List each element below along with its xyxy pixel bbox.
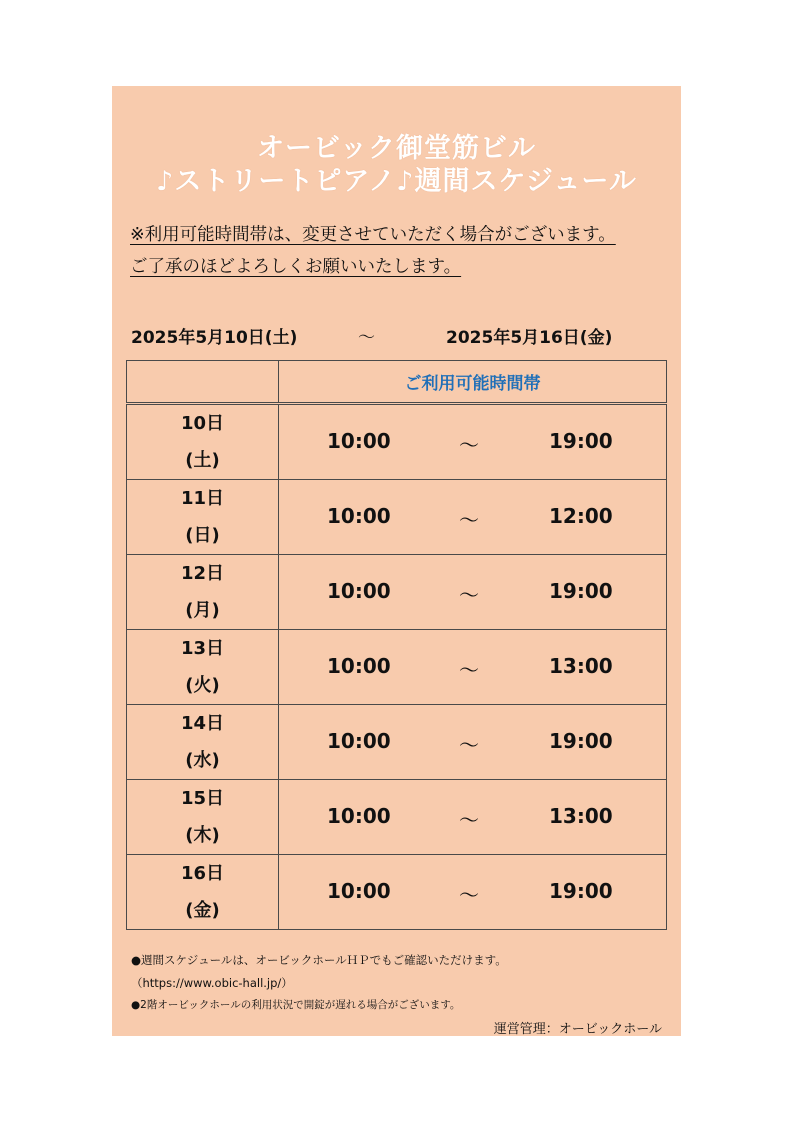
schedule-panel: [112, 86, 681, 1036]
time-separator: ～: [459, 883, 479, 907]
footer-note-website: ●週間スケジュールは、オービックホールＨＰでもご確認いただけます。: [131, 953, 507, 967]
time-end: 19:00: [549, 429, 613, 453]
day-cell: [127, 630, 279, 705]
header-empty-cell: [127, 361, 279, 404]
time-cell: [279, 480, 667, 555]
day-weekday: (金): [185, 900, 220, 921]
day-cell: [127, 705, 279, 780]
footer-url: （https://www.obic-hall.jp/）: [131, 976, 293, 990]
time-start: 10:00: [327, 804, 391, 828]
day-weekday: (水): [185, 750, 220, 771]
table-row: [127, 404, 667, 480]
table-row: [127, 630, 667, 705]
time-separator: ～: [459, 808, 479, 832]
time-separator: ～: [459, 733, 479, 757]
footer-note-unlock: ●2階オービックホールの利用状況で開錠が遅れる場合がございます。: [131, 999, 461, 1011]
time-separator: ～: [459, 583, 479, 607]
day-date: 14日: [180, 713, 225, 734]
title-line-2: ♪ストリートピアノ♪週間スケジュール: [156, 166, 637, 197]
time-start: 10:00: [327, 429, 391, 453]
day-weekday: (日): [185, 525, 220, 546]
notice-line-2: ご了承のほどよろしくお願いいたします。: [130, 257, 462, 277]
time-start: 10:00: [327, 654, 391, 678]
time-cell: [279, 855, 667, 930]
table-header-row: [127, 361, 667, 404]
time-end: 19:00: [549, 579, 613, 603]
period-start: 2025年5月10日(土): [131, 328, 298, 348]
table-row: [127, 480, 667, 555]
time-separator: ～: [459, 433, 479, 457]
time-cell: [279, 630, 667, 705]
day-date: 11日: [180, 488, 225, 509]
table-row: [127, 705, 667, 780]
period-separator: ～: [358, 328, 375, 348]
day-date: 10日: [180, 413, 225, 434]
time-start: 10:00: [327, 729, 391, 753]
time-cell: [279, 404, 667, 480]
day-date: 13日: [180, 638, 225, 659]
day-cell: [127, 404, 279, 480]
period-end: 2025年5月16日(金): [446, 328, 613, 348]
day-weekday: (土): [185, 450, 220, 471]
time-separator: ～: [459, 658, 479, 682]
time-end: 13:00: [549, 654, 613, 678]
day-date: 12日: [180, 563, 225, 584]
time-cell: [279, 555, 667, 630]
time-end: 19:00: [549, 729, 613, 753]
table-row: [127, 780, 667, 855]
day-cell: [127, 855, 279, 930]
day-cell: [127, 780, 279, 855]
time-end: 12:00: [549, 504, 613, 528]
header-available-hours: ご利用可能時間帯: [279, 361, 667, 404]
day-weekday: (月): [185, 600, 220, 621]
day-cell: [127, 555, 279, 630]
time-separator: ～: [459, 508, 479, 532]
title-line-1: オービック御堂筋ビル: [257, 133, 536, 164]
time-end: 13:00: [549, 804, 613, 828]
day-date: 16日: [180, 863, 225, 884]
time-cell: [279, 705, 667, 780]
notice-line-1: ※利用可能時間帯は、変更させていただく場合がございます。: [130, 225, 616, 245]
time-start: 10:00: [327, 579, 391, 603]
table-row: [127, 855, 667, 930]
time-start: 10:00: [327, 879, 391, 903]
table-row: [127, 555, 667, 630]
day-date: 15日: [180, 788, 225, 809]
management-credit: 運営管理：オービックホール: [493, 1022, 662, 1037]
time-start: 10:00: [327, 504, 391, 528]
time-cell: [279, 780, 667, 855]
time-end: 19:00: [549, 879, 613, 903]
schedule-table: [126, 360, 667, 930]
day-weekday: (火): [185, 675, 220, 696]
day-weekday: (木): [185, 825, 220, 846]
day-cell: [127, 480, 279, 555]
